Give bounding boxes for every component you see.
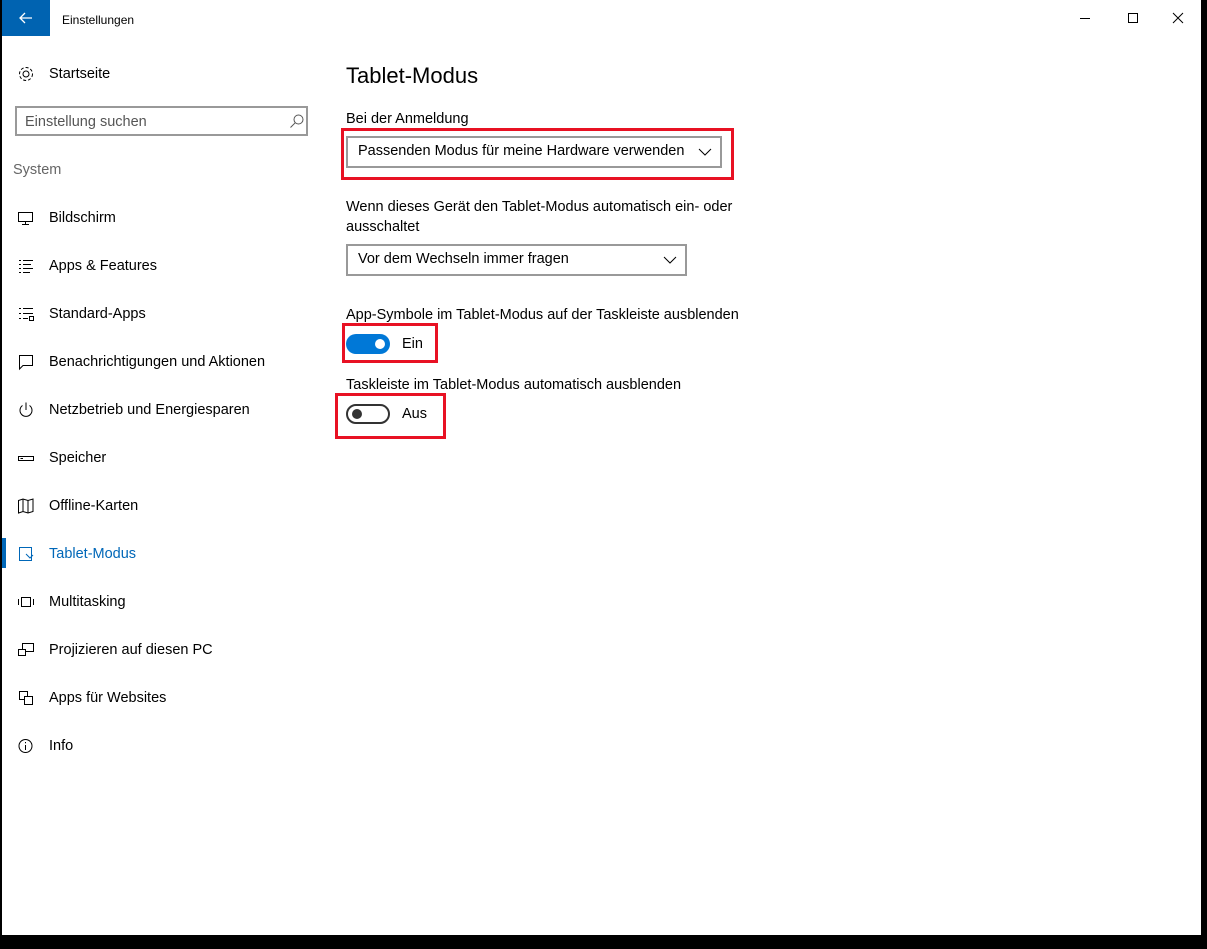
arrow-left-icon: [19, 12, 33, 24]
sidebar-item-standard-apps[interactable]: [2, 292, 332, 336]
title-bar: [2, 0, 1201, 37]
sidebar: [2, 37, 332, 935]
sidebar-item-label: Tablet-Modus: [49, 546, 137, 562]
sidebar-item-info[interactable]: [2, 724, 332, 768]
sidebar-item-multitasking[interactable]: [2, 580, 332, 624]
sidebar-item-label: Speicher: [49, 450, 107, 466]
settings-window: [2, 0, 1201, 935]
power-icon: [16, 401, 36, 419]
default-apps-icon: [16, 305, 36, 323]
page-title: Tablet-Modus: [346, 63, 479, 88]
storage-icon: [16, 449, 36, 467]
switch-behavior-label: Wenn dieses Gerät den Tablet-Modus automatisch ein- oder ausschaltet: [346, 199, 733, 235]
section-label: System: [13, 162, 62, 178]
message-icon: [16, 353, 36, 371]
sidebar-item-label: Bildschirm: [49, 210, 116, 226]
signin-label: Bei der Anmeldung: [346, 111, 469, 127]
switch-behavior-dropdown[interactable]: [346, 244, 687, 276]
sidebar-item-home[interactable]: [2, 52, 332, 96]
close-icon: [1172, 12, 1184, 24]
sidebar-item-bildschirm[interactable]: [2, 196, 332, 240]
highlight-box: [341, 128, 734, 180]
close-button[interactable]: [1155, 0, 1201, 36]
tablet-icon: [16, 545, 36, 563]
sidebar-item-label: Projizieren auf diesen PC: [49, 642, 213, 658]
search-input[interactable]: [25, 112, 275, 132]
sidebar-item-label: Multitasking: [49, 594, 126, 610]
hide-icons-label: App-Symbole im Tablet-Modus auf der Taskleiste ausblenden: [346, 307, 739, 323]
active-indicator: [2, 538, 6, 568]
monitor-icon: [16, 209, 36, 227]
main-content: [332, 37, 1201, 935]
sidebar-item-label: Offline-Karten: [49, 498, 139, 514]
chevron-down-icon: [663, 254, 677, 266]
sidebar-item-label: Benachrichtigungen und Aktionen: [49, 354, 266, 370]
maximize-icon: [1127, 12, 1139, 24]
sidebar-item-apps-features[interactable]: [2, 244, 332, 288]
sidebar-item-notifications[interactable]: [2, 340, 332, 384]
search-box[interactable]: [15, 106, 308, 136]
dropdown-value: Passenden Modus für meine Hardware verwenden: [358, 143, 685, 159]
map-icon: [16, 497, 36, 515]
sidebar-item-storage[interactable]: [2, 436, 332, 480]
minimize-button[interactable]: [1062, 0, 1108, 36]
sidebar-item-label: Standard-Apps: [49, 306, 146, 322]
sidebar-item-project[interactable]: [2, 628, 332, 672]
info-icon: [16, 737, 36, 755]
multitasking-icon: [16, 593, 36, 611]
window-title: Einstellungen: [62, 13, 135, 27]
web-apps-icon: [16, 689, 36, 707]
minimize-icon: [1079, 12, 1091, 24]
sidebar-item-web-apps[interactable]: [2, 676, 332, 720]
sidebar-item-label: Netzbetrieb und Energiesparen: [49, 402, 250, 418]
dropdown-value: Vor dem Wechseln immer fragen: [358, 251, 569, 267]
hide-taskbar-label: Taskleiste im Tablet-Modus automatisch ausblenden: [346, 377, 682, 393]
sidebar-item-offline-maps[interactable]: [2, 484, 332, 528]
sidebar-home-label: Startseite: [49, 66, 111, 82]
highlight-box: [342, 323, 438, 363]
maximize-button[interactable]: [1110, 0, 1156, 36]
sidebar-item-label: Info: [49, 738, 74, 754]
hide-icons-state: Ein: [402, 336, 423, 352]
sidebar-item-label: Apps für Websites: [49, 690, 167, 706]
sidebar-item-tablet-mode[interactable]: [2, 532, 332, 576]
back-button[interactable]: [2, 0, 50, 36]
highlight-box: [335, 393, 446, 439]
sidebar-item-power[interactable]: [2, 388, 332, 432]
hide-taskbar-state: Aus: [402, 406, 427, 422]
list-icon: [16, 257, 36, 275]
project-icon: [16, 641, 36, 659]
search-icon[interactable]: [289, 113, 305, 129]
sidebar-item-label: Apps & Features: [49, 258, 157, 274]
gear-icon: [16, 65, 36, 83]
